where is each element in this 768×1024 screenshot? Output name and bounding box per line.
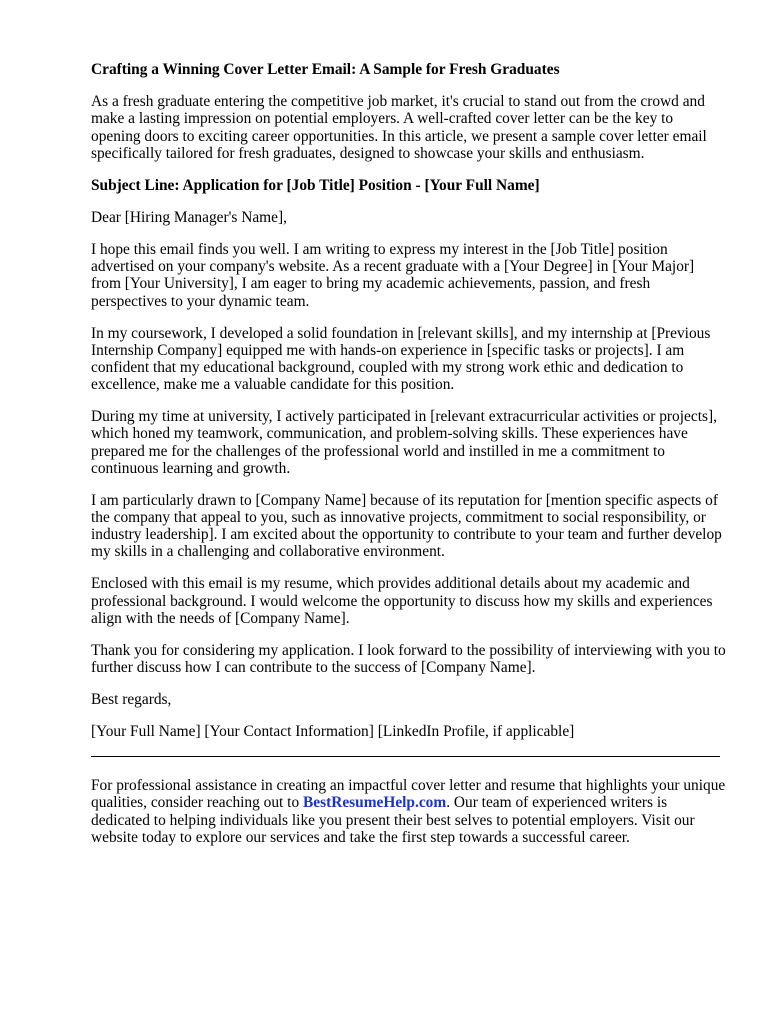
body-paragraph-3: During my time at university, I actively participated in [relevant extracurricular activities or projects], which honed my teamwork, communication, and problem-solving skills. These experiences have prepared me for the challenges of the professional world and instilled in me a commitment to continuous learning and growth.	[91, 408, 717, 477]
subject-line: Subject Line: Application for [Job Title] Position - [Your Full Name]	[91, 176, 540, 194]
body-paragraph-4: I am particularly drawn to [Company Name] because of its reputation for [mention specific aspects of the company that appeal to you, such as innovative projects, commitment to social responsibility, or industry leadership]. I am excited about the opportunity to contribute to your team and further develop my skills in a challenging and collaborative environment.	[91, 491, 722, 561]
body-paragraph-5: Enclosed with this email is my resume, which provides additional details about my academic and professional background. I would welcome the opportunity to discuss how my skills and experiences align with the needs of [Company Name].	[91, 575, 713, 627]
signature: [Your Full Name] [Your Contact Information] [LinkedIn Profile, if applicable]	[91, 723, 575, 741]
footer-text-after: . Our team of experienced writers is dedicated to helping individuals like you present their best selves to potential employers. Visit our website today to explore our services and take the first step towards a successful career.	[91, 794, 695, 846]
footer-paragraph	[91, 777, 726, 846]
document-title: Crafting a Winning Cover Letter Email: A Sample for Fresh Graduates	[91, 61, 560, 78]
body-paragraph-2: In my coursework, I developed a solid foundation in [relevant skills], and my internship at [Previous Internship Company] equipped me with hands-on experience in [specific tasks or projects]. I am confident that my educational background, coupled with my strong work ethic and dedication to excellence, make me a valuable candidate for this position.	[91, 324, 711, 394]
closing: Best regards,	[91, 691, 172, 709]
body-paragraph-1: I hope this email finds you well. I am writing to express my interest in the [Job Title] position advertised on your company's website. As a recent graduate with a [Your Degree] in [Your Major] from [Your University], I am eager to bring my academic achievements, passion, and fresh perspectives to your dynamic team.	[91, 241, 695, 310]
document-page	[91, 61, 726, 861]
best-resume-help-link[interactable]: BestResumeHelp.com	[303, 794, 447, 812]
salutation: Dear [Hiring Manager's Name],	[91, 209, 287, 227]
divider	[91, 756, 720, 757]
intro-paragraph: As a fresh graduate entering the competitive job market, it's crucial to stand out from the crowd and make a lasting impression on potential employers. A well-crafted cover letter can be the key to opening doors to exciting career opportunities. In this article, we present a sample cover letter email specifically tailored for fresh graduates, designed to showcase your skills and enthusiasm.	[91, 93, 707, 162]
body-paragraph-6: Thank you for considering my application. I look forward to the possibility of interviewing with you to further discuss how I can contribute to the success of [Company Name].	[91, 641, 726, 677]
footer-text-before: For professional assistance in creating an impactful cover letter and resume that highlights your unique qualities, consider reaching out to	[91, 777, 726, 812]
